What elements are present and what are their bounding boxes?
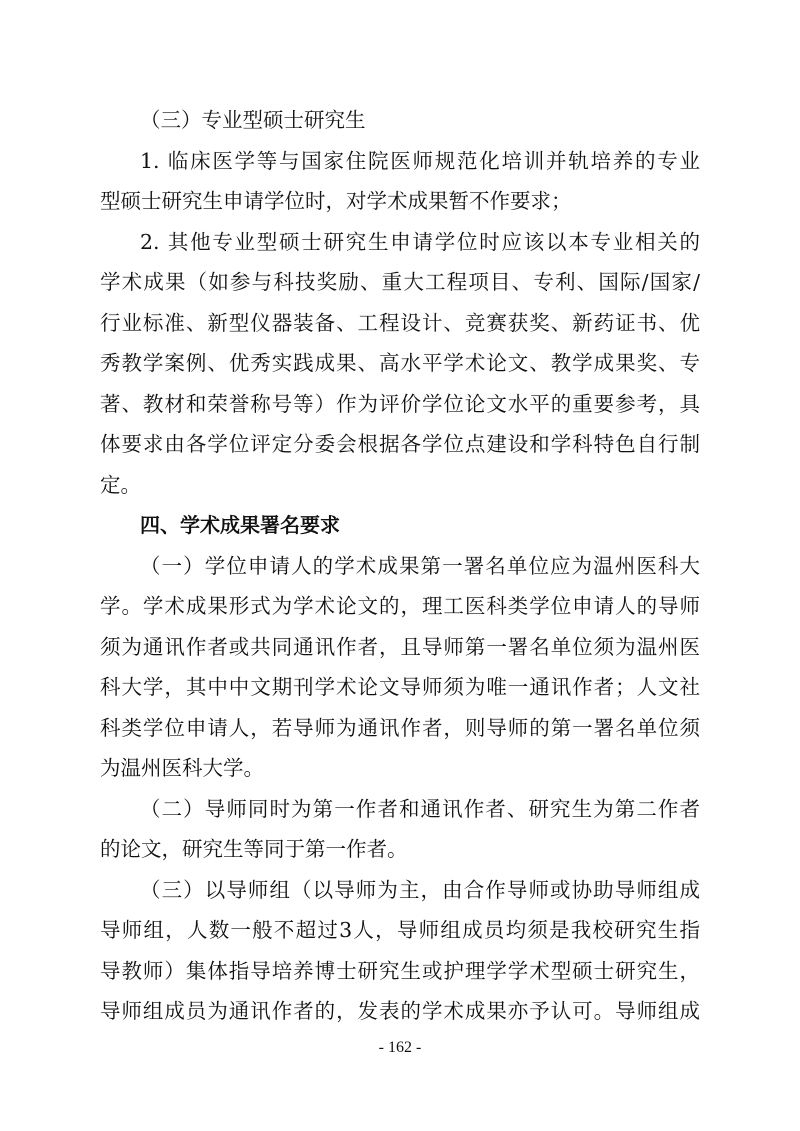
paragraph-line: 体要求由各学位评定分委会根据各学位点建设和学科特色自行制 xyxy=(100,432,700,456)
paragraph-line: 科类学位申请人，若导师为通讯作者，则导师的第一署名单位须 xyxy=(100,715,700,740)
paragraph-line: 1. 临床医学等与国家住院医师规范化培训并轨培养的专业 xyxy=(140,148,700,173)
paragraph-line: 须为通讯作者或共同通讯作者，且导师第一署名单位须为温州医 xyxy=(100,634,700,659)
paragraph-line: 导师组，人数一般不超过3人，导师组成员均须是我校研究生指 xyxy=(100,918,700,942)
paragraph-line: 学术成果（如参与科技奖励、重大工程项目、专利、国际/国家/ xyxy=(100,270,700,294)
page-number: - 162 - xyxy=(378,1039,422,1056)
paragraph-line: 科大学，其中中文期刊学术论文导师须为唯一通讯作者；人文社 xyxy=(100,675,700,699)
paragraph-line: 著、教材和荣誉称号等）作为评价学位论文水平的重要参考，具 xyxy=(100,391,700,416)
paragraph-line: 导师组成员为通讯作者的，发表的学术成果亦予认可。导师组成 xyxy=(100,999,700,1023)
paragraph-line: 2. 其他专业型硕士研究生申请学位时应该以本专业相关的 xyxy=(140,229,700,254)
section-heading-professional-master: （三）专业型硕士研究生 xyxy=(140,108,366,132)
paragraph-line: 为温州医科大学。 xyxy=(100,756,264,780)
paragraph-line: 秀教学案例、优秀实践成果、高水平学术论文、教学成果奖、专 xyxy=(100,351,700,375)
paragraph-line: 学。学术成果形式为学术论文的，理工医科类学位申请人的导师 xyxy=(100,594,700,618)
section-heading-authorship: 四、学术成果署名要求 xyxy=(140,513,340,537)
paragraph-line: 导教师）集体指导培养博士研究生或护理学学术型硕士研究生， xyxy=(100,958,700,983)
paragraph-line: 定。 xyxy=(100,472,141,497)
paragraph-line: （一）学位申请人的学术成果第一署名单位应为温州医科大 xyxy=(140,553,700,578)
paragraph-line: 行业标准、新型仪器装备、工程设计、竞赛获奖、新药证书、优 xyxy=(100,310,700,335)
paragraph-line: （二）导师同时为第一作者和通讯作者、研究生为第二作者 xyxy=(140,796,700,821)
paragraph-line: （三）以导师组（以导师为主，由合作导师或协助导师组成 xyxy=(140,877,700,902)
paragraph-line: 型硕士研究生申请学位时，对学术成果暂不作要求； xyxy=(100,189,572,213)
paragraph-line: 的论文，研究生等同于第一作者。 xyxy=(100,837,408,861)
